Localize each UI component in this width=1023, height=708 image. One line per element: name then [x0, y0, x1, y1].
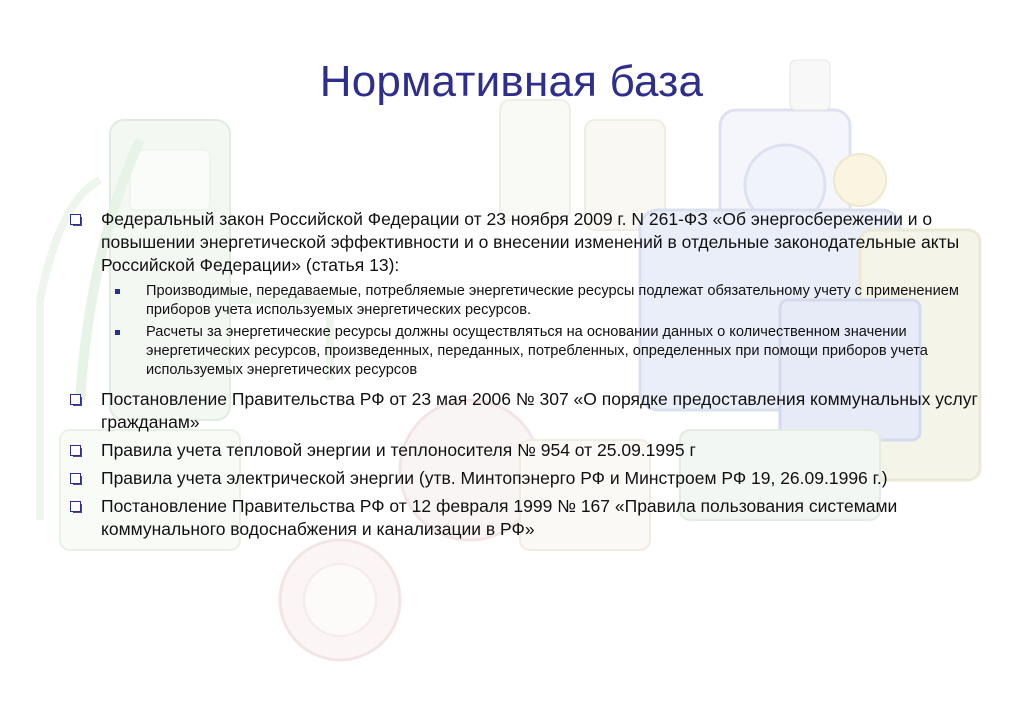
- square-bullet-icon: [115, 289, 120, 294]
- slide-title: Нормативная база: [319, 57, 704, 106]
- square-bullet-icon: [115, 330, 120, 335]
- bullet-list: [68, 208, 983, 546]
- list-item: [68, 439, 983, 462]
- sub-list-item: [146, 323, 983, 380]
- list-item-text: Правила учета тепловой энергии и теплоносителя № 954 от 25.09.1995 г: [101, 440, 696, 460]
- hollow-square-bullet-icon: [70, 394, 81, 405]
- list-item-text: Федеральный закон Российской Федерации от 23 ноября 2009 г. N 261-ФЗ «Об энергосбережении и о повышении энергетической эффективности и о внесении изменений в отдельные законодательные акты Российской Федерации» (статья 13):: [101, 209, 960, 275]
- sub-list-item-text: Производимые, передаваемые, потребляемые энергетические ресурсы подлежат обязательному учету с применением приборов учета используемых энергетических ресурсов.: [146, 283, 959, 318]
- hollow-square-bullet-icon: [70, 501, 81, 512]
- sub-list-item-text: Расчеты за энергетические ресурсы должны осуществляться на основании данных о количественном значении энергетических ресурсов, произведенных, переданных, потребленных, определенных при помощи приборов учета используемых энергетических ресурсов: [146, 324, 928, 378]
- list-item: [68, 495, 983, 541]
- list-item: [68, 388, 983, 434]
- hollow-square-bullet-icon: [70, 214, 81, 225]
- list-item: [68, 467, 983, 490]
- list-item-text: Постановление Правительства РФ от 12 февраля 1999 № 167 «Правила пользования системами коммунального водоснабжения и канализации в РФ»: [101, 496, 898, 539]
- hollow-square-bullet-icon: [70, 445, 81, 456]
- hollow-square-bullet-icon: [70, 473, 81, 484]
- sub-list-item: [146, 282, 983, 320]
- list-item: [68, 208, 983, 277]
- list-item-text: Правила учета электрической энергии (утв. Минтопэнерго РФ и Минстроем РФ 19, 26.09.1996 г.): [101, 468, 888, 488]
- list-item-text: Постановление Правительства РФ от 23 мая 2006 № 307 «О порядке предоставления коммунальных услуг гражданам»: [101, 389, 978, 432]
